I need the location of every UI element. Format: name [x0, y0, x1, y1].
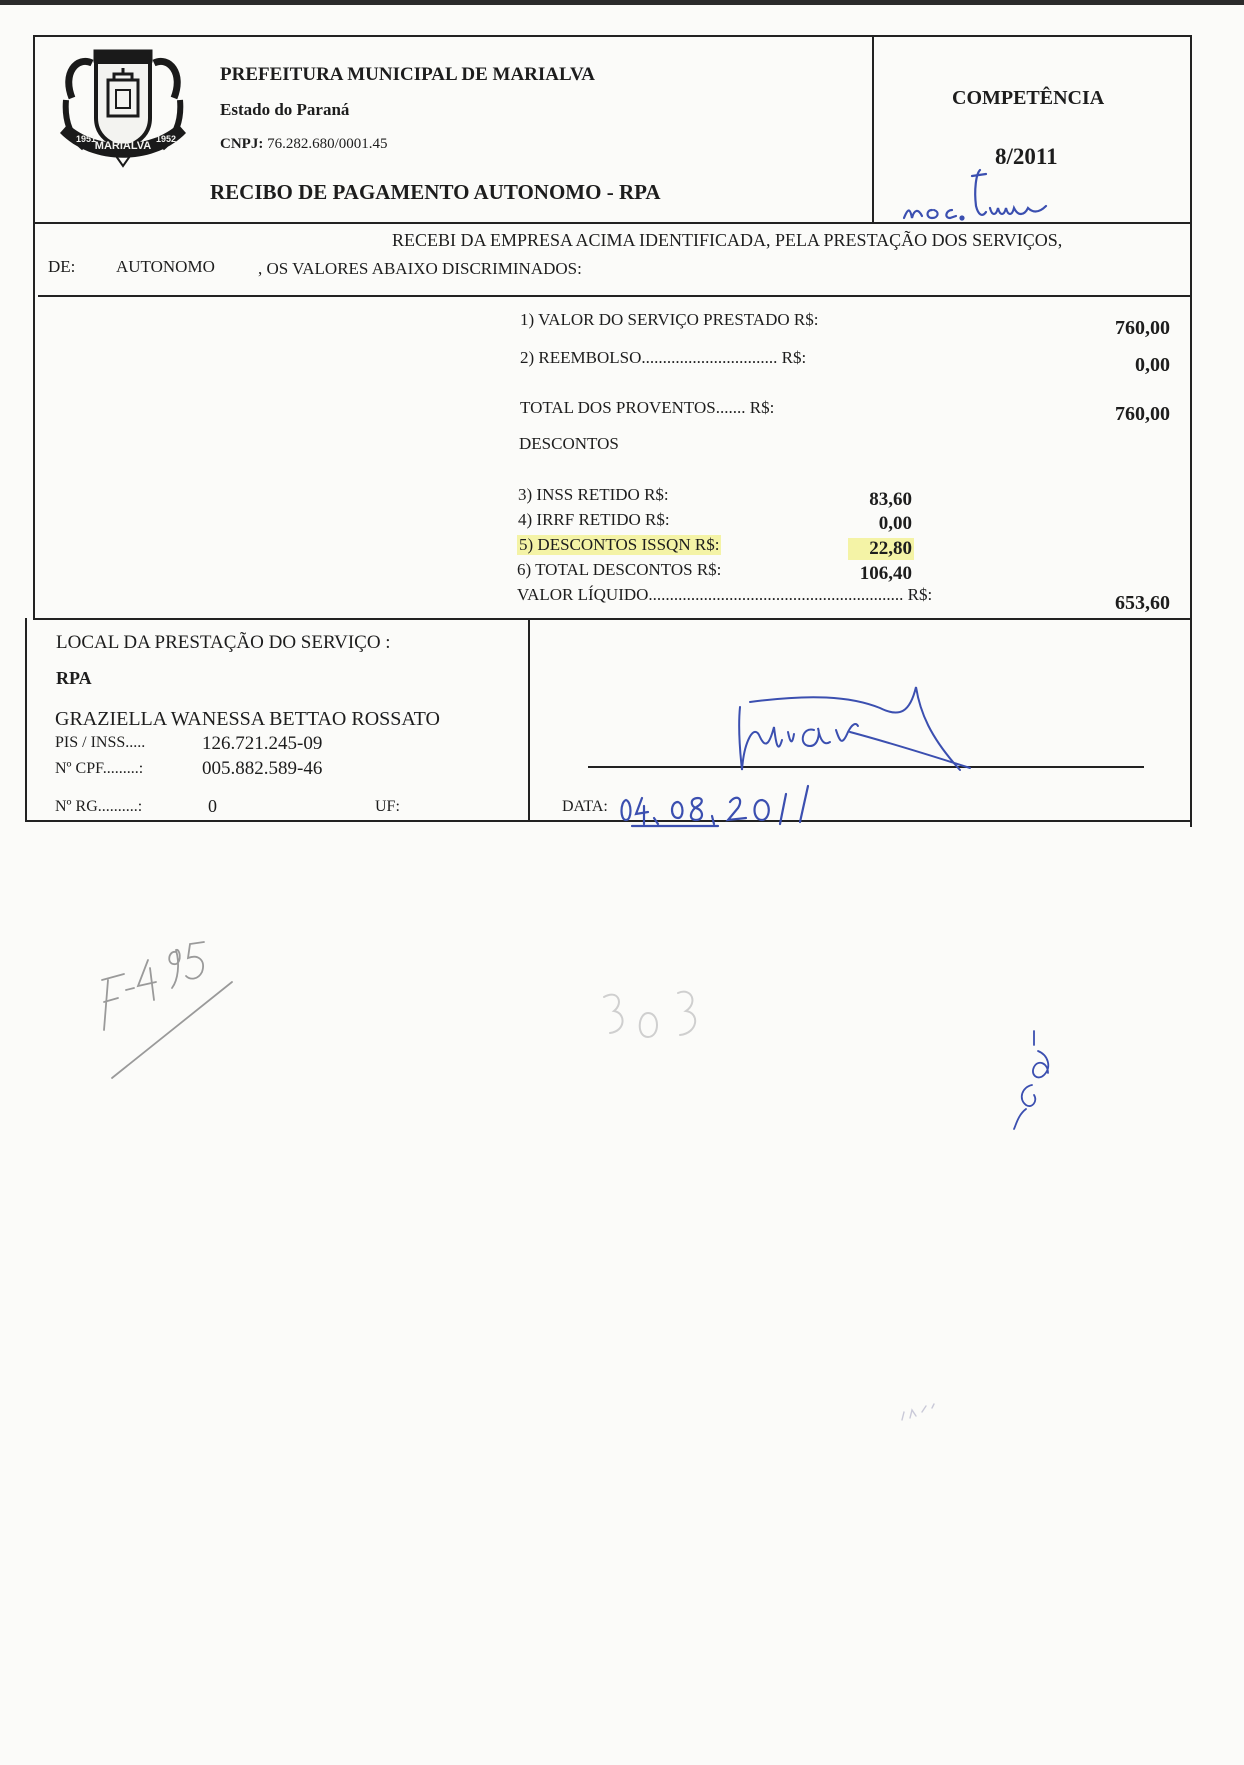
- cpf-value: 005.882.589-46: [202, 758, 323, 779]
- cnpj-value: 76.282.680/0001.45: [267, 136, 388, 152]
- intro-bottom-rule: [38, 295, 1191, 297]
- intro-line-1: RECEBI DA EMPRESA ACIMA IDENTIFICADA, PELA PRESTAÇÃO DOS SERVIÇOS,: [392, 230, 1063, 250]
- inss-label: 3) INSS RETIDO R$:: [518, 485, 669, 504]
- pis-value: 126.721.245-09: [202, 733, 323, 754]
- faint-pencil-mark: [898, 1396, 948, 1426]
- cnpj-line: [220, 136, 388, 153]
- rg-label: Nº RG..........:: [55, 798, 143, 815]
- reembolso-label: 2) REEMBOLSO................................ R$:: [520, 348, 807, 367]
- state-name: Estado do Paraná: [220, 100, 350, 119]
- cpf-label: Nº CPF.........:: [55, 760, 144, 777]
- page-number-annotation: [598, 985, 718, 1065]
- reembolso-value: 0,00: [1135, 354, 1170, 376]
- marialva-coat-of-arms-seal: [52, 38, 194, 170]
- seal-year-right: 1952: [156, 134, 177, 144]
- total-proventos-label: TOTAL DOS PROVENTOS....... R$:: [520, 398, 775, 417]
- page-number-text: 303: [598, 985, 600, 986]
- competencia-divider: [872, 35, 874, 224]
- irrf-value: 0,00: [878, 513, 912, 534]
- liquido-label: VALOR LÍQUIDO............................................................ R$:: [517, 585, 933, 604]
- intro-line-2: , OS VALORES ABAIXO DISCRIMINADOS:: [258, 259, 582, 278]
- local-prestacao-label: LOCAL DA PRESTAÇÃO DO SERVIÇO :: [56, 632, 391, 653]
- handwritten-note-text: rec. Inu: [900, 160, 904, 161]
- signature-divider: [528, 620, 530, 822]
- inss-value: 83,60: [869, 489, 912, 510]
- handwritten-received-note: [900, 160, 1070, 228]
- rg-value: 0: [208, 796, 217, 816]
- servico-label: 1) VALOR DO SERVIÇO PRESTADO R$:: [520, 310, 819, 329]
- liquido-value: 653,60: [1115, 592, 1170, 614]
- total-descontos-value: 106,40: [859, 563, 912, 584]
- side-mark-text: 1: [1004, 1025, 1005, 1026]
- total-proventos-value: 760,00: [1115, 403, 1170, 425]
- competencia-label: COMPETÊNCIA: [952, 87, 1105, 109]
- border-left-upper: [33, 35, 35, 297]
- values-bottom-rule: [33, 618, 1191, 620]
- servico-value: 760,00: [1115, 317, 1170, 339]
- org-name: PREFEITURA MUNICIPAL DE MARIALVA: [220, 64, 595, 85]
- provider-signature: [730, 682, 970, 782]
- issqn-label: 5) DESCONTOS ISSQN R$:: [519, 535, 720, 554]
- border-left-middle: [33, 297, 35, 619]
- de-label: DE:: [48, 257, 76, 276]
- seal-text: MARIALVA: [94, 140, 152, 152]
- folio-annotation: [94, 930, 244, 1080]
- border-left-lower: [25, 618, 27, 821]
- cnpj-label: CNPJ:: [220, 136, 264, 152]
- folio-text: F-495: [94, 930, 97, 931]
- signature-text: Mari: [730, 682, 732, 683]
- pis-label: PIS / INSS.....: [55, 734, 146, 751]
- provider-type: RPA: [56, 668, 92, 688]
- border-right: [1190, 35, 1192, 827]
- irrf-label: 4) IRRF RETIDO R$:: [518, 510, 670, 529]
- border-top: [33, 35, 1191, 37]
- total-descontos-label: 6) TOTAL DESCONTOS R$:: [517, 560, 722, 579]
- uf-label: UF:: [375, 798, 400, 815]
- issqn-value: 22,80: [848, 538, 914, 560]
- provider-name: GRAZIELLA WANESSA BETTAO ROSSATO: [55, 708, 440, 730]
- handwritten-date: [618, 780, 838, 828]
- de-value: AUTONOMO: [116, 257, 215, 276]
- document-title: RECIBO DE PAGAMENTO AUTONOMO - RPA: [210, 180, 661, 204]
- descontos-heading: DESCONTOS: [519, 434, 619, 453]
- seal-year-left: 1951: [76, 134, 97, 144]
- side-pen-mark: [1004, 1025, 1074, 1135]
- scan-top-edge: [0, 0, 1244, 5]
- border-bottom: [25, 820, 1191, 822]
- competencia-value: 8/2011: [995, 144, 1058, 169]
- data-label: DATA:: [562, 798, 608, 815]
- handwritten-date-text: 04/08/2011: [618, 780, 623, 781]
